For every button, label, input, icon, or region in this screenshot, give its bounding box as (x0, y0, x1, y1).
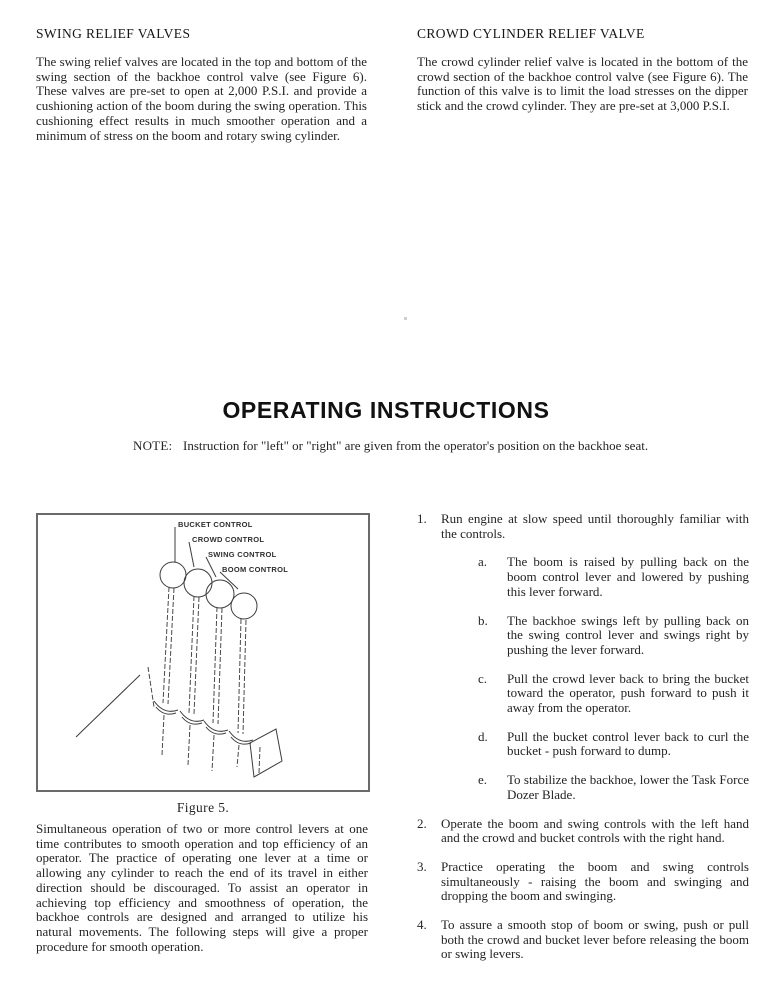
figure-5-caption: Figure 5. (176, 800, 230, 815)
substep-c-text: Pull the crowd lever back to bring the bucket toward the operator, push forward to push it away from the operator. (507, 670, 749, 716)
crowd-lever-knob (184, 569, 212, 597)
step-1-number: 1. (417, 511, 427, 526)
substep-b-letter: b. (478, 612, 488, 628)
substep-b (478, 614, 749, 658)
substep-e-text: To stabilize the backhoe, lower the Task Force Dozer Blade. (507, 772, 749, 802)
boom-lever-knob (231, 593, 257, 619)
substep-a-letter: a. (478, 554, 488, 570)
section-crowd-relief-valve (417, 26, 748, 114)
substep-b-text: The backhoe swings left by pulling back on the swing control lever and swings right by pushing the lever forward. (507, 612, 749, 657)
substep-a-text: The boom is raised by pulling back on the boom control lever and lowered by pushing this lever forward. (507, 554, 749, 599)
substep-d-text: Pull the bucket control lever back to curl the bucket - push forward to dump. (507, 728, 749, 759)
swing-relief-paragraph: The swing relief valves are located in the top and bottom of the swing section of the backhoe control valve (see Figure 6). These valves are pre-set to open at 2,000 P.S.I. and provide a cushioning action of the boom during the swing operation. This cushioning effect results in much smoother operation and a minimum of stress on the boom and rotary swing cylinder. (36, 54, 367, 143)
note-text: Instruction for "left" or "right" are given from the operator's position on the backhoe seat. (183, 438, 649, 453)
substep-a (478, 555, 749, 599)
section-swing-relief-valves (36, 26, 367, 143)
step-3-text: Practice operating the boom and swing controls simultaneously - raising the boom and swinging and dropping the boom and swinging. (441, 858, 749, 904)
simultaneous-operation-section (36, 822, 368, 954)
substep-d-letter: d. (478, 728, 488, 744)
step-2-number: 2. (417, 815, 427, 831)
step-1-sublist (478, 555, 749, 802)
operating-steps-list (417, 512, 749, 976)
step-4-number: 4. (417, 917, 427, 933)
step-1-text: Run engine at slow speed until thoroughly familiar with the controls. (441, 511, 749, 541)
crowd-control-label: CROWD CONTROL (192, 535, 265, 544)
note-label: NOTE: (133, 438, 173, 453)
step-2 (417, 817, 749, 846)
step-3-number: 3. (417, 858, 427, 874)
substep-c-letter: c. (478, 670, 488, 686)
bucket-lever-knob (160, 562, 186, 588)
substep-e-letter: e. (478, 772, 488, 788)
swing-lever-knob (206, 580, 234, 608)
step-1 (417, 512, 749, 541)
step-3 (417, 860, 749, 904)
boom-control-label: BOOM CONTROL (222, 565, 289, 574)
crowd-relief-paragraph: The crowd cylinder relief valve is located in the bottom of the crowd section of the backhoe control valve (see Figure 6). The function of this valve is to limit the load stresses on the dipper stick and the crowd cylinder. They are pre-set at 3,000 P.S.I. (417, 54, 748, 114)
step-2-text: Operate the boom and swing controls with the left hand and the crowd and bucket controls with the right hand. (441, 815, 749, 846)
note (133, 438, 658, 453)
swing-control-label: SWING CONTROL (208, 550, 277, 559)
substep-e (478, 773, 749, 802)
scan-speck (404, 317, 407, 320)
bucket-control-label: BUCKET CONTROL (178, 520, 253, 529)
step-4-text: To assure a smooth stop of boom or swing, push or pull both the crowd and bucket lever before releasing the boom or swing levers. (441, 917, 749, 962)
step-4 (417, 918, 749, 962)
swing-relief-heading: SWING RELIEF VALVES (36, 26, 191, 41)
control-levers-sketch (38, 515, 368, 790)
page-title: OPERATING INSTRUCTIONS (222, 397, 550, 423)
simultaneous-operation-paragraph: Simultaneous operation of two or more control levers at one time contributes to smooth operation and top efficiency of an operator. The practice of operating one lever at a time or allowing any cylinder to reach the end of its travel in either direction should be discouraged. To assist an operator in achieving top efficiency and smoothness of operation, the backhoe controls are designed and arranged to utilize his natural movements. The following steps will give a proper procedure for smooth operation. (36, 821, 368, 954)
crowd-relief-heading: CROWD CYLINDER RELIEF VALVE (417, 26, 645, 41)
figure-5-image (36, 513, 370, 792)
substep-c (478, 672, 749, 716)
substep-d (478, 730, 749, 759)
